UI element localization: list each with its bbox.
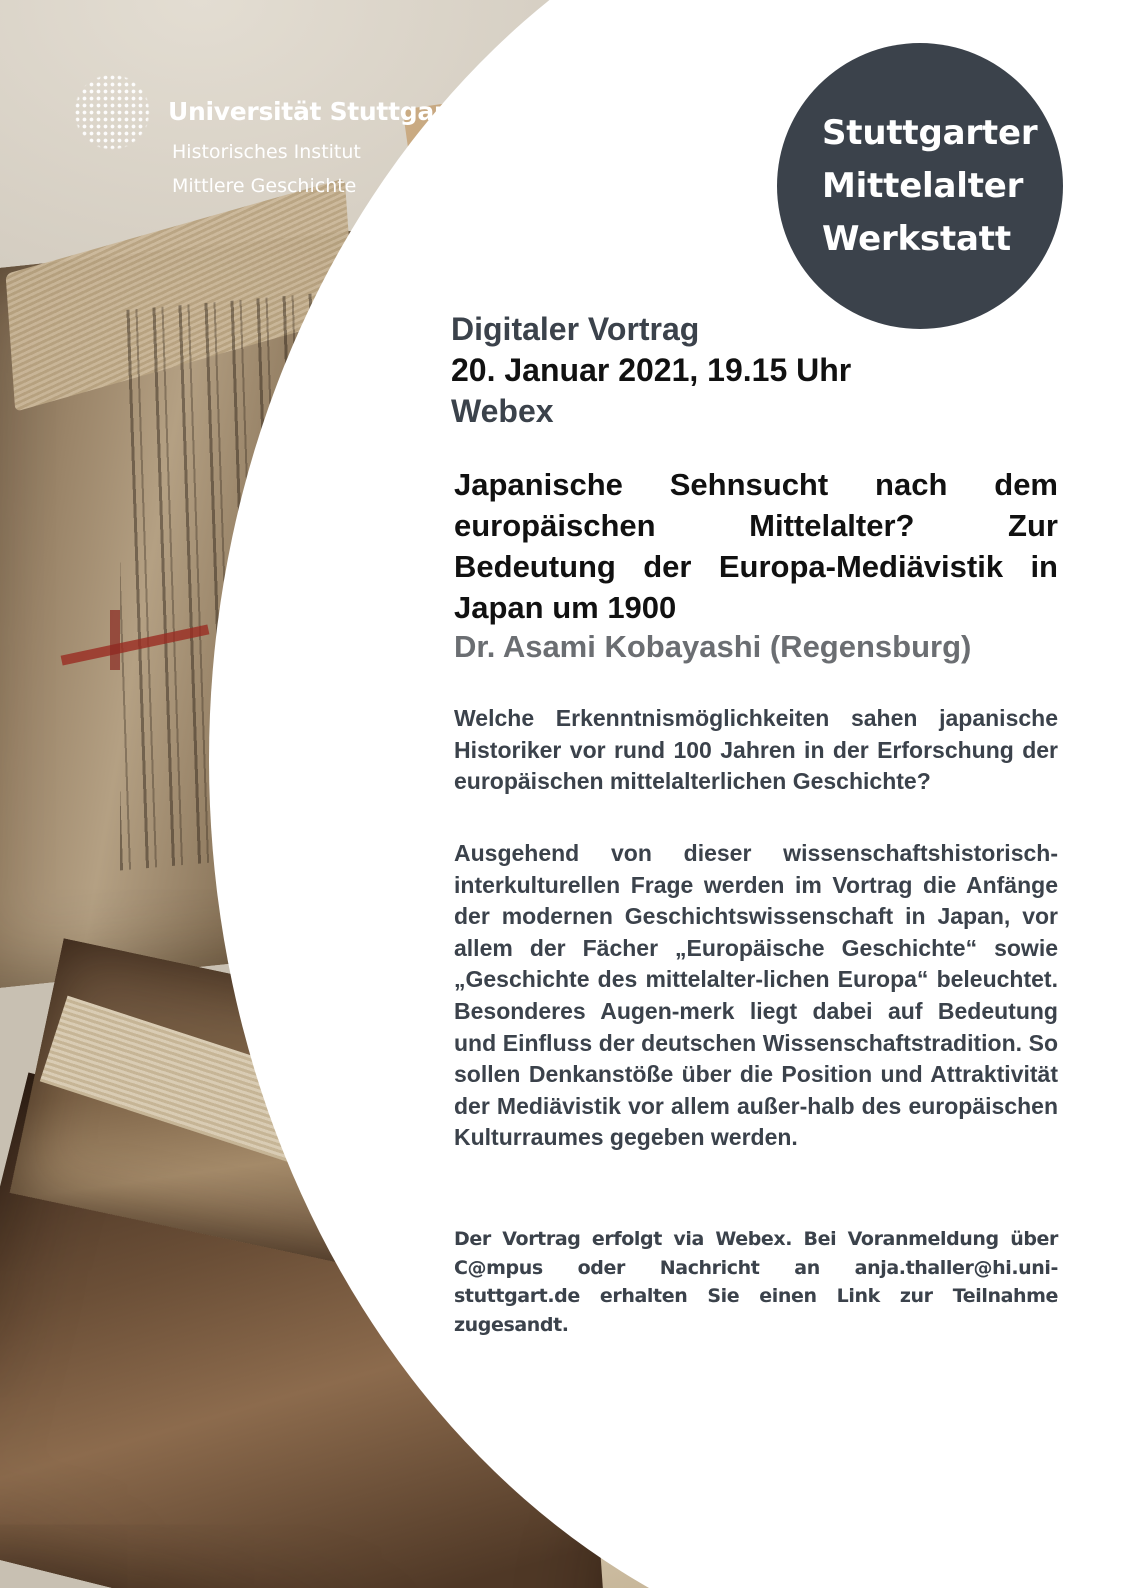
department-name: Mittlere Geschichte <box>172 175 357 197</box>
red-initial-mark <box>110 610 120 670</box>
event-type: Digitaler Vortrag <box>451 311 700 347</box>
abstract-paragraph-2: Ausgehend von dieser wissenschaftshistorisch-interkulturellen Frage werden im Vortrag die Anfänge der modernen Geschichtswissenschaft in Japan, vor allem der Fächer „Europäische Geschichte“ sowie „Geschichte des mittelalter-lichen Europa“ beleuchtet. Besonderes Augen-merk liegt dabei auf Bedeutung und Einfluss der deutschen Wissenschaftstradition. So sollen Denkanstöße über die Position und Attraktivität der Mediävistik vor allem außer-halb des europäischen Kulturraumes gegeben werden. <box>454 840 1058 1151</box>
institute-name: Historisches Institut <box>172 141 361 163</box>
badge-line-3: Werkstatt <box>822 219 1011 259</box>
event-datetime: 20. Januar 2021, 19.15 Uhr <box>451 352 852 388</box>
university-name: Universität Stuttgart <box>168 97 458 126</box>
university-dot-circle-logo-icon <box>74 74 150 150</box>
badge-line-1: Stuttgarter <box>822 113 1038 153</box>
speaker-name: Dr. Asami Kobayashi (Regensburg) <box>454 629 972 664</box>
abstract-paragraph-1: Welche Erkenntnismöglichkeiten sahen japanische Historiker vor rund 100 Jahren in der Erforschung der europäischen mittelalterlichen Geschichte? <box>454 705 1058 795</box>
registration-note: Der Vortrag erfolgt via Webex. Bei Voranmeldung über C@mpus oder Nachricht an anja.thaller@hi.uni-stuttgart.de erhalten Sie einen Link zur Teilnahme zugesandt. <box>454 1228 1058 1336</box>
badge-line-2: Mittelalter <box>822 166 1024 206</box>
talk-title: Japanische Sehnsucht nach dem europäischen Mittelalter? Zur Bedeutung der Europa-Mediävistik in Japan um 1900 <box>454 467 1058 625</box>
event-platform: Webex <box>451 393 554 429</box>
